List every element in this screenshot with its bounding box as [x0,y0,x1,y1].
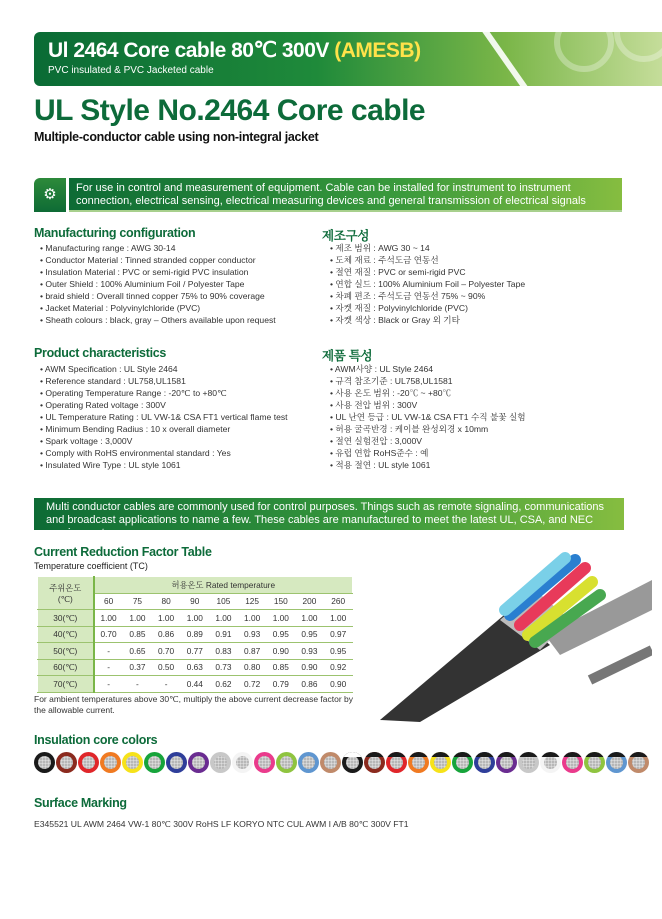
stripe [606,752,627,757]
table-cell: 1.00 [152,610,181,627]
list-item: • 절연 재질 : PVC or semi-rigid PVC [330,266,525,278]
list-item: • 적용 절연 : UL style 1061 [330,459,526,471]
table-cell: 0.90 [324,676,353,693]
table-cell: 0.85 [266,659,295,676]
header-title: Ul 2464 Core cable 80℃ 300V (AMESB) [48,39,421,62]
table-cell: 0.91 [209,626,238,643]
table-cell: - [123,676,152,693]
reduction-note: For ambient temperatures above 30℃, multiply the above current decrease factor by the allowable current. [34,694,354,715]
table-cell: 0.70 [94,626,124,643]
stripe [452,752,473,757]
stripe [496,752,517,757]
page-title: UL Style No.2464 Core cable [34,94,426,127]
stripe [474,752,495,757]
core-swatch [210,752,231,773]
characteristics-ko-list [330,363,526,471]
row-label: 70(℃) [38,676,94,693]
core-swatch [100,752,121,773]
stripe [518,752,539,757]
stripe [408,752,429,757]
striped-core-swatch [408,752,429,773]
column-header: 60 [94,593,124,610]
list-item: • 자켓 색상 : Black or Gray 외 기타 [330,314,525,326]
cable-photo [360,540,652,722]
table-row [38,659,353,676]
list-item: • UL 난연 등급 : UL VW-1& CSA FT1 수직 불꽃 실험 [330,411,526,423]
list-item: • 허용 굴곡반경 : 케이블 완성외경 x 10mm [330,423,526,435]
list-item: • Comply with RoHS environmental standard : Yes [40,447,288,459]
table-cell: 0.93 [238,626,267,643]
table-cell: - [94,676,124,693]
table-cell: 0.92 [324,659,353,676]
table-cell: 0.79 [266,676,295,693]
core-swatch [166,752,187,773]
stripe [562,752,583,757]
list-item: • 규격 참조기준 : UL758,UL1581 [330,375,526,387]
stripe [540,752,561,757]
table-cell: 1.00 [324,610,353,627]
decor-ring [554,32,614,72]
table-cell: 0.65 [123,643,152,660]
list-item: • Reference standard : UL758,UL1581 [40,375,288,387]
table-cell: 0.83 [209,643,238,660]
list-item: • 사용 전압 범위 : 300V [330,399,526,411]
row-header: 주위온도 (℃) [38,577,94,610]
table-cell: 1.00 [209,610,238,627]
core-color-swatches [34,752,649,773]
table-cell: - [94,659,124,676]
decor-slash [482,32,533,86]
list-item: • 연합 실드 : 100% Aluminium Foil – Polyester Tape [330,278,525,290]
characteristics-heading: Product characteristics [34,346,167,360]
reduction-caption: Temperature coefficient (TC) [34,561,148,571]
table-cell: 1.00 [94,610,124,627]
list-item: • AWM사양 : UL Style 2464 [330,363,526,375]
table-cell: 0.37 [123,659,152,676]
core-colors-heading: Insulation core colors [34,733,158,747]
reduction-table [37,576,353,693]
table-cell: 1.00 [180,610,209,627]
usage-text: For use in control and measurement of equipment. Cable can be installed for instrument to instrument connection, electrical sensing, electrical measuring devices and general transmission of electrical signals [69,178,622,212]
striped-core-swatch [606,752,627,773]
table-cell: 0.44 [180,676,209,693]
striped-core-swatch [430,752,451,773]
row-label: 60(℃) [38,659,94,676]
stripe [364,752,385,757]
column-header: 75 [123,593,152,610]
table-cell: 0.90 [266,643,295,660]
striped-core-swatch [518,752,539,773]
table-cell: 0.89 [180,626,209,643]
col-header: 허용온도 Rated temperature [94,577,353,594]
table-row [38,610,353,627]
table-cell: 0.93 [295,643,324,660]
list-item: • Outer Shield : 100% Aluminium Foil / Polyester Tape [40,278,276,290]
manufacturing-heading: Manufacturing configuration [34,226,196,240]
table-cell: 0.62 [209,676,238,693]
column-header: 125 [238,593,267,610]
table-cell: - [152,676,181,693]
table-cell: 0.95 [324,643,353,660]
list-item: • AWM Specification : UL Style 2464 [40,363,288,375]
surface-heading: Surface Marking [34,796,127,810]
list-item: • 절연 실험전압 : 3,000V [330,435,526,447]
list-item: • 유럽 연합 RoHS준수 : 예 [330,447,526,459]
table-cell: 0.95 [266,626,295,643]
list-item: • 도체 재료 : 주석도금 연동선 [330,254,525,266]
table-row [38,643,353,660]
core-swatch [276,752,297,773]
stripe [584,752,605,757]
table-cell: 0.77 [180,643,209,660]
core-swatch [144,752,165,773]
table-row [38,676,353,693]
list-item: • Conductor Material : Tinned stranded copper conductor [40,254,276,266]
column-header: 260 [324,593,353,610]
column-header: 200 [295,593,324,610]
list-item: • Operating Rated voltage : 300V [40,399,288,411]
list-item: • UL Temperature Rating : UL VW-1& CSA FT1 vertical flame test [40,411,288,423]
striped-core-swatch [496,752,517,773]
stripe [386,752,407,757]
reduction-heading: Current Reduction Factor Table [34,545,212,559]
header-subtitle: PVC insulated & PVC Jacketed cable [48,65,214,76]
column-header: 80 [152,593,181,610]
core-swatch [188,752,209,773]
table-cell: 0.87 [238,643,267,660]
striped-core-swatch [474,752,495,773]
striped-core-swatch [386,752,407,773]
column-header: 90 [180,593,209,610]
list-item: • 자켓 재질 : Polyvinylchloride (PVC) [330,302,525,314]
core-swatch [56,752,77,773]
list-item: • Sheath colours : black, gray – Others available upon request [40,314,276,326]
striped-core-swatch [364,752,385,773]
list-item: • 사용 온도 범위 : -20℃ ~ +80℃ [330,387,526,399]
manufacturing-ko-heading: 제조구성 [322,229,370,243]
table-cell: 0.80 [238,659,267,676]
striped-core-swatch [628,752,649,773]
decor-ring [614,32,662,62]
striped-core-swatch [342,752,363,773]
table-cell: 0.72 [238,676,267,693]
column-header: 105 [209,593,238,610]
application-text: Multi conductor cables are commonly used for control purposes. Things such as remote signaling, communications and broadcast applications to name a few. These cables are manufactured to meet the latest UL, CSA, and NEC requirements. [34,498,624,530]
table-cell: - [94,643,124,660]
striped-core-swatch [540,752,561,773]
characteristics-ko-heading: 제품 특성 [322,349,373,363]
stripe [628,752,649,757]
core-swatch [34,752,55,773]
list-item: • 제조 범위 : AWG 30 ~ 14 [330,242,525,254]
column-header: 150 [266,593,295,610]
list-item: • Insulation Material : PVC or semi-rigid PVC insulation [40,266,276,278]
core-swatch [320,752,341,773]
page-subtitle: Multiple-conductor cable using non-integral jacket [34,130,319,144]
table-cell: 1.00 [295,610,324,627]
header-banner [34,32,662,86]
stripe [430,752,451,757]
table-cell: 0.50 [152,659,181,676]
table-row [38,626,353,643]
striped-core-swatch [452,752,473,773]
list-item: • Manufacturing range : AWG 30-14 [40,242,276,254]
manufacturing-ko-list [330,242,525,326]
gears-icon: ⚙ [34,178,66,212]
row-label: 40(℃) [38,626,94,643]
table-cell: 0.70 [152,643,181,660]
list-item: • Insulated Wire Type : UL style 1061 [40,459,288,471]
list-item: • Spark voltage : 3,000V [40,435,288,447]
table-cell: 0.73 [209,659,238,676]
list-item: • Jacket Material : Polyvinylchloride (PVC) [40,302,276,314]
table-cell: 1.00 [266,610,295,627]
table-cell: 0.95 [295,626,324,643]
characteristics-list [40,363,288,471]
table-cell: 0.90 [295,659,324,676]
table-cell: 0.85 [123,626,152,643]
list-item: • Minimum Bending Radius : 10 x overall diameter [40,423,288,435]
striped-core-swatch [584,752,605,773]
table-cell: 1.00 [238,610,267,627]
list-item: • 차폐 편조 : 주석도금 연동선 75% ~ 90% [330,290,525,302]
core-swatch [298,752,319,773]
core-swatch [78,752,99,773]
core-swatch [254,752,275,773]
striped-core-swatch [562,752,583,773]
table-cell: 0.63 [180,659,209,676]
core-swatch [232,752,253,773]
row-label: 50(℃) [38,643,94,660]
stripe [342,752,363,757]
list-item: • Operating Temperature Range : -20℃ to +80℃ [40,387,288,399]
table-cell: 0.97 [324,626,353,643]
core-swatch [122,752,143,773]
table-cell: 0.86 [295,676,324,693]
manufacturing-list [40,242,276,326]
table-cell: 1.00 [123,610,152,627]
table-cell: 0.86 [152,626,181,643]
surface-marking-text: E345521 UL AWM 2464 VW-1 80℃ 300V RoHS LF KORYO NTC CUL AWM I A/B 80℃ 300V FT1 [34,819,409,829]
list-item: • braid shield : Overall tinned copper 75% to 90% coverage [40,290,276,302]
row-label: 30(℃) [38,610,94,627]
